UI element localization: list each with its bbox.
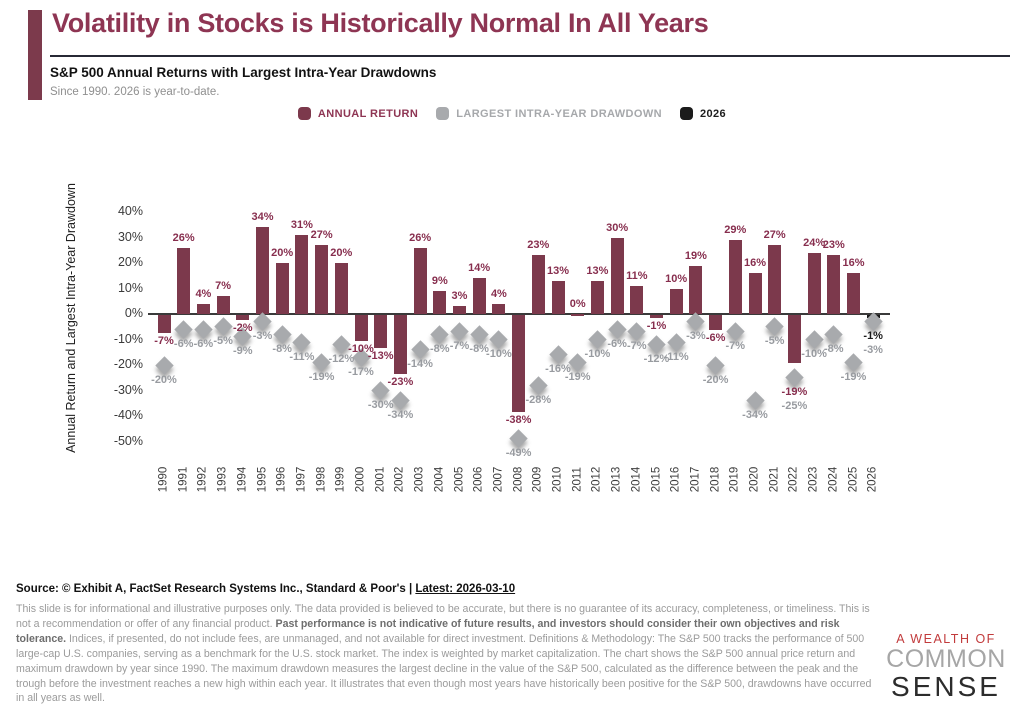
drawdown-value-label: -3% <box>252 330 273 343</box>
drawdown-value-label: -17% <box>348 365 374 378</box>
year-label: 1990 <box>157 466 170 493</box>
return-bar <box>847 273 860 314</box>
bar-value-label: 30% <box>606 221 629 234</box>
bar-value-label: 4% <box>195 287 212 300</box>
year-label: 2009 <box>531 466 544 493</box>
year-label: 1999 <box>334 466 347 493</box>
logo-line-sense: SENSE <box>891 671 1001 702</box>
bar-value-label: -13% <box>367 350 394 363</box>
drawdown-diamond <box>746 391 764 409</box>
return-bar <box>709 315 722 330</box>
y-tick-label: -30% <box>113 382 143 397</box>
bar-value-label: 14% <box>468 262 491 275</box>
logo-line-a-wealth-of: A WEALTH OF <box>896 632 996 646</box>
legend-item-2026 <box>680 107 726 120</box>
drawdown-diamond <box>765 318 783 336</box>
bar-value-label: 34% <box>251 211 274 224</box>
annual-return-swatch-icon <box>298 107 311 120</box>
return-bar <box>453 306 466 314</box>
return-bar <box>177 248 190 314</box>
bar-value-label: 9% <box>431 275 448 288</box>
source-line <box>16 583 515 595</box>
bar-value-label: 26% <box>409 231 432 244</box>
drawdown-value-label: -10% <box>486 348 512 360</box>
drawdown-value-label: -10% <box>801 348 827 360</box>
drawdown-value-label: -10% <box>584 348 611 360</box>
year-label: 1998 <box>315 466 328 493</box>
drawdown-diamond <box>549 346 567 364</box>
drawdown-value-label: -20% <box>702 373 729 386</box>
year-label: 1992 <box>196 466 209 493</box>
year-label: 1994 <box>236 466 249 493</box>
bar-value-label: 24% <box>803 236 826 249</box>
drawdown-diamond <box>509 430 527 448</box>
legend-label-annual-return: ANNUAL RETURN <box>317 107 419 120</box>
return-bar <box>670 289 683 315</box>
drawdown-value-label: -3% <box>863 343 883 356</box>
bar-value-label: -23% <box>387 375 414 388</box>
ytd-swatch-icon <box>680 107 693 120</box>
bar-value-label: 29% <box>724 224 747 237</box>
year-label: 2018 <box>709 466 722 493</box>
bar-value-label: -38% <box>505 413 532 426</box>
disclaimer-text-1: This slide is for informational and illustrative purposes only. The data provided is believed to be accurate, but there is no guarantee of its accuracy, completeness, or timeliness. This is not a recommendation or offer of any financial product. <box>16 603 870 630</box>
year-label: 2017 <box>689 466 702 493</box>
drawdown-diamond <box>450 323 468 341</box>
y-tick-label: -40% <box>113 408 143 422</box>
y-tick-label: -50% <box>113 433 143 448</box>
bar-value-label: 16% <box>743 257 767 270</box>
y-tick-label: -20% <box>113 357 143 371</box>
bar-value-label: -19% <box>781 385 808 398</box>
year-label: 2022 <box>787 466 800 493</box>
drawdown-value-label: -16% <box>545 363 571 376</box>
year-label: 2011 <box>571 467 584 492</box>
y-tick-label: -10% <box>113 331 143 346</box>
return-bar <box>492 304 505 314</box>
bar-value-label: 4% <box>490 287 507 300</box>
logo <box>878 632 1014 703</box>
page-title: Volatility in Stocks is Historically Normal In All Years <box>52 8 709 38</box>
y-tick-label: 30% <box>117 229 143 244</box>
year-label: 2021 <box>768 466 781 493</box>
return-bar <box>158 315 171 333</box>
bar-value-label: 20% <box>271 247 294 259</box>
return-bar <box>729 240 742 314</box>
drawdown-diamond <box>785 369 803 387</box>
year-label: 2004 <box>433 466 446 493</box>
bar-value-label: 7% <box>215 280 232 293</box>
drawdown-value-label: -14% <box>407 358 433 371</box>
drawdown-value-label: -19% <box>564 370 591 383</box>
drawdown-diamond <box>687 312 705 330</box>
return-bar <box>808 253 821 314</box>
year-label: 2014 <box>630 466 643 493</box>
drawdown-value-label: -19% <box>308 370 335 383</box>
source-link[interactable]: Latest: 2026-03-10 <box>415 583 516 595</box>
y-tick-label: 0% <box>124 306 143 320</box>
return-bar <box>197 304 210 314</box>
year-label: 2019 <box>728 466 741 493</box>
drawdown-value-label: -8% <box>469 342 489 355</box>
year-label: 1995 <box>256 466 268 493</box>
year-label: 2010 <box>551 466 564 493</box>
drawdown-diamond <box>608 320 626 338</box>
year-label: 1997 <box>295 466 308 493</box>
legend-item-largest-drawdown <box>436 107 662 120</box>
drawdown-value-label: -6% <box>607 337 627 350</box>
drawdown-diamond <box>706 356 724 374</box>
year-label: 2016 <box>669 466 682 493</box>
bar-value-label: 19% <box>684 249 707 262</box>
year-label: 2007 <box>492 466 505 493</box>
drawdown-value-label: -6% <box>173 337 194 350</box>
bar-value-label: -10% <box>348 342 374 355</box>
year-label: 1991 <box>177 466 190 493</box>
drawdown-value-label: -11% <box>289 350 315 363</box>
bar-value-label: -1% <box>646 319 667 332</box>
drawdown-value-label: -19% <box>840 370 867 383</box>
y-tick-label: 40% <box>117 204 143 218</box>
drawdown-value-label: -49% <box>505 447 532 460</box>
return-bar <box>335 263 348 314</box>
drawdown-value-label: -5% <box>213 335 233 348</box>
bar-value-label: -1% <box>863 329 883 342</box>
disclaimer-bold-text: Past performance is not indicative of future results, and investors should consider their own objectives and risk tolerance. <box>16 617 840 645</box>
bar-value-label: 0% <box>569 298 586 310</box>
bar-value-label: -7% <box>154 334 174 347</box>
bar-value-label: 16% <box>842 257 865 270</box>
drawdown-value-label: -30% <box>367 399 394 411</box>
year-label: 2015 <box>650 466 662 493</box>
drawdown-value-label: -7% <box>449 340 470 353</box>
chart-canvas <box>0 168 1024 522</box>
drawdown-value-label: -25% <box>781 399 808 412</box>
drawdown-diamond <box>825 325 843 343</box>
return-bar <box>276 263 289 314</box>
drawdown-value-label: -12% <box>643 353 670 366</box>
return-bar <box>355 315 368 341</box>
year-label: 2003 <box>413 466 426 493</box>
return-bar <box>630 286 643 314</box>
year-label: 2024 <box>827 466 840 493</box>
logo-line-common: COMMON <box>886 645 1006 673</box>
header-rule <box>50 55 1010 57</box>
legend-item-annual-return <box>298 107 418 120</box>
year-label: 2013 <box>610 466 623 493</box>
bar-value-label: 27% <box>763 229 786 242</box>
return-bar <box>768 245 781 314</box>
year-label: 2012 <box>590 466 603 493</box>
return-bar <box>236 315 249 320</box>
chart-note: Since 1990. 2026 is year-to-date. <box>50 86 220 98</box>
drawdown-diamond <box>155 356 173 374</box>
return-bar <box>650 315 663 318</box>
drawdown-value-label: -34% <box>387 409 414 422</box>
bar-value-label: 3% <box>451 290 468 303</box>
bar-value-label: 23% <box>822 239 845 252</box>
legend <box>0 107 1024 120</box>
year-label: 2002 <box>393 466 406 493</box>
bar-value-label: 31% <box>290 218 313 231</box>
y-tick-label: 20% <box>117 255 143 269</box>
chart-subtitle: S&P 500 Annual Returns with Largest Intra-Year Drawdowns <box>50 65 437 80</box>
return-bar <box>749 273 762 314</box>
title-accent-bar <box>28 10 42 100</box>
drawdown-value-label: -34% <box>742 409 768 422</box>
drawdown-swatch-icon <box>436 107 449 120</box>
bar-value-label: -6% <box>705 332 726 345</box>
y-tick-label: 10% <box>117 280 143 295</box>
year-label: 2001 <box>374 466 387 493</box>
year-label: 1996 <box>275 466 288 493</box>
bar-value-label: -2% <box>233 322 253 335</box>
year-label: 2008 <box>512 466 525 493</box>
bar-value-label: 26% <box>172 231 195 244</box>
year-label: 2020 <box>748 466 761 493</box>
drawdown-value-label: -20% <box>151 373 177 386</box>
bar-value-label: 27% <box>310 229 333 242</box>
drawdown-value-label: -28% <box>525 393 552 406</box>
bar-value-label: 11% <box>626 269 648 282</box>
legend-label-largest-drawdown: LARGEST INTRA-YEAR DRAWDOWN <box>456 107 662 120</box>
return-bar <box>571 314 584 316</box>
drawdown-value-label: -6% <box>193 337 214 350</box>
bar-value-label: 13% <box>546 264 570 277</box>
disclaimer-text-2: Indices, if presented, do not include fees, are unmanaged, and not available for direct investment. Definitions & Methodology: The S&P 500 tracks the performance of 500 large-cap U.S. companies, serving as a benchmark for the U.S. stock market. The index is weighted by market capitalization. The chart shows the S&P 500 annual price return and maximum drawdown by year since 1990. The maximum drawdown measures the largest decline in the value of the S&P 500, calculated as the difference between the peak and the trough before the investment reaches a new high within each year. It illustrates that even though most years have historically been positive for the S&P 500, drawdowns have occurred in all years as well. <box>16 632 872 705</box>
drawdown-value-label: -7% <box>627 340 647 353</box>
disclaimer <box>16 602 872 706</box>
bar-value-label: 20% <box>330 247 353 259</box>
year-label: 2000 <box>354 466 367 493</box>
bar-value-label: 10% <box>665 272 688 285</box>
year-label: 2006 <box>472 466 485 493</box>
drawdown-value-label: -7% <box>725 340 746 353</box>
year-label: 2005 <box>453 466 465 493</box>
bar-value-label: 13% <box>586 264 609 277</box>
year-label: 1993 <box>216 466 229 493</box>
legend-label-2026: 2026 <box>699 107 727 120</box>
drawdown-value-label: -5% <box>764 335 785 348</box>
year-label: 2026 <box>866 466 879 493</box>
drawdown-value-label: -9% <box>233 345 253 358</box>
drawdown-value-label: -3% <box>686 330 706 343</box>
drawdown-diamond <box>529 376 547 394</box>
drawdown-diamond <box>844 353 862 371</box>
drawdown-value-label: -8% <box>272 342 292 355</box>
y-axis-title: Annual Return and Largest Intra-Year Drawdown <box>64 183 78 453</box>
drawdown-value-label: -11% <box>663 350 689 363</box>
source-text: Source: © Exhibit A, FactSet Research Systems Inc., Standard & Poor's | <box>16 583 416 595</box>
bar-value-label: 23% <box>527 239 550 252</box>
drawdown-value-label: -12% <box>328 353 355 366</box>
return-bar <box>256 227 269 314</box>
year-label: 2023 <box>807 466 820 493</box>
drawdown-value-label: -8% <box>824 342 844 355</box>
drawdown-value-label: -8% <box>430 342 450 355</box>
year-label: 2025 <box>847 466 859 493</box>
